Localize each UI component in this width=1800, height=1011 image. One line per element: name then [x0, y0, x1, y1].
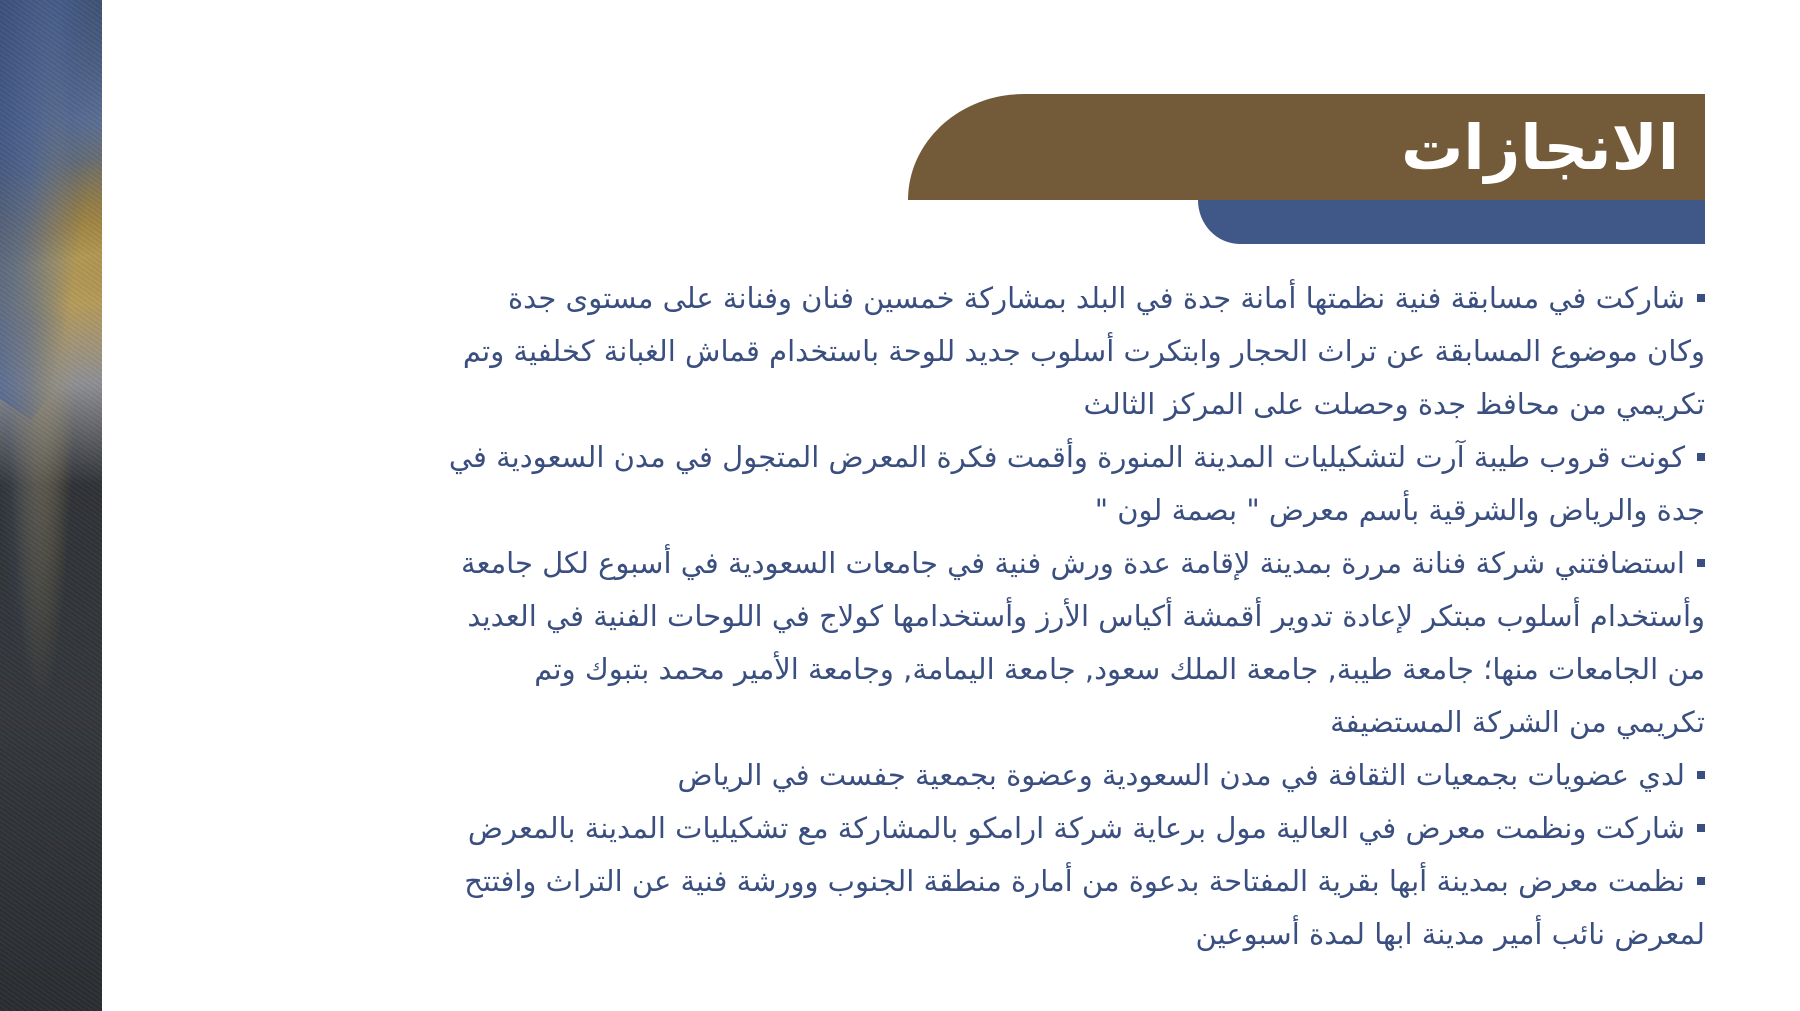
- bullet-icon: [1697, 294, 1705, 302]
- list-item: كونت قروب طيبة آرت لتشكيليات المدينة المنورة وأقمت فكرة المعرض المتجول في مدن السعودية في جدة والرياض والشرقية بأسم معرض " بصمة لون ": [448, 440, 1705, 527]
- list-item: استضافتني شركة فنانة مررة بمدينة لإقامة عدة ورش فنية في جامعات السعودية في أسبوع لكل جامعة وأستخدام أسلوب مبتكر لإعادة تدوير أقمشة أكياس الأرز وأستخدامها كولاج في اللوحات الفنية في العديد من الجامعات منها؛ جامعة طيبة, جامعة الملك سعود, جامعة اليمامة, وجامعة الأمير محمد بتبوك وتم تكريمي من الشركة المستضيفة: [461, 546, 1705, 739]
- bullet-icon: [1697, 771, 1705, 779]
- bullet-icon: [1697, 559, 1705, 567]
- list-item: لدي عضويات بجمعيات الثقافة في مدن السعودية وعضوة بجمعية جفست في الرياض: [145, 749, 1705, 802]
- accent-bar: [1198, 200, 1705, 244]
- list-item: نظمت معرض بمدينة أبها بقرية المفتاحة بدعوة من أمارة منطقة الجنوب وورشة فنية عن التراث وافتتح لمعرض نائب أمير مدينة ابها لمدة أسبوعين: [464, 864, 1705, 951]
- achievements-list: [145, 272, 1705, 961]
- decorative-photo-strip: [0, 0, 102, 1011]
- achievements-list-container: [145, 272, 1705, 961]
- title-banner: [908, 94, 1705, 244]
- list-item: شاركت ونظمت معرض في العالية مول برعاية شركة ارامكو بالمشاركة مع تشكيليات المدينة بالمعرض: [145, 802, 1705, 855]
- bullet-icon: [1697, 824, 1705, 832]
- list-item: شاركت في مسابقة فنية نظمتها أمانة جدة في البلد بمشاركة خمسين فنان وفنانة على مستوى جدة وكان موضوع المسابقة عن تراث الحجار وابتكرت أسلوب جديد للوحة باستخدام قماش الغبانة كخلفية وتم تكريمي من محافظ جدة وحصلت على المركز الثالث: [462, 281, 1705, 421]
- bullet-icon: [1697, 453, 1705, 461]
- bullet-icon: [1697, 877, 1705, 885]
- page-title: الانجازات: [1401, 111, 1679, 184]
